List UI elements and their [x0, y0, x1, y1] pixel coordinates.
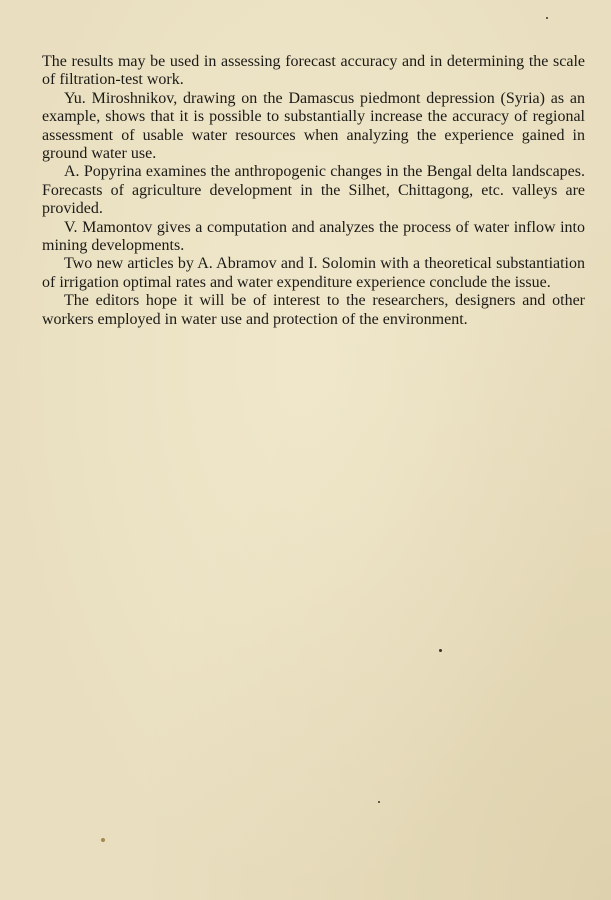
paper-speck [378, 801, 380, 803]
paper-speck [101, 838, 105, 842]
paragraph-results: The results may be used in assessing forecast accuracy and in determining the scale of filtration-test work. [42, 53, 585, 89]
paper-speck [439, 649, 442, 652]
paragraph-abramov-solomin: Two new articles by A. Abramov and I. Solomin with a theoretical substantiation of irrigation optimal rates and water expenditure experience conclude the issue. [42, 255, 585, 291]
paragraph-editors: The editors hope it will be of interest to the researchers, designers and other workers employed in water use and protection of the environment. [42, 292, 585, 328]
paragraph-mamontov: V. Mamontov gives a computation and analyzes the process of water inflow into mining developments. [42, 218, 585, 255]
paper-speck [546, 17, 548, 19]
paragraph-popyrina: A. Popyrina examines the anthropogenic changes in the Bengal delta landscapes. Forecasts of agriculture development in the Silhet, Chittagong, etc. valleys are provided. [42, 163, 585, 218]
body-text [42, 53, 585, 329]
paragraph-miroshnikov: Yu. Miroshnikov, drawing on the Damascus piedmont depression (Syria) as an example, shows that it is possible to substantially increase the accuracy of regional assessment of usable water resources when analyzing the experience gained in ground water use. [42, 89, 585, 163]
